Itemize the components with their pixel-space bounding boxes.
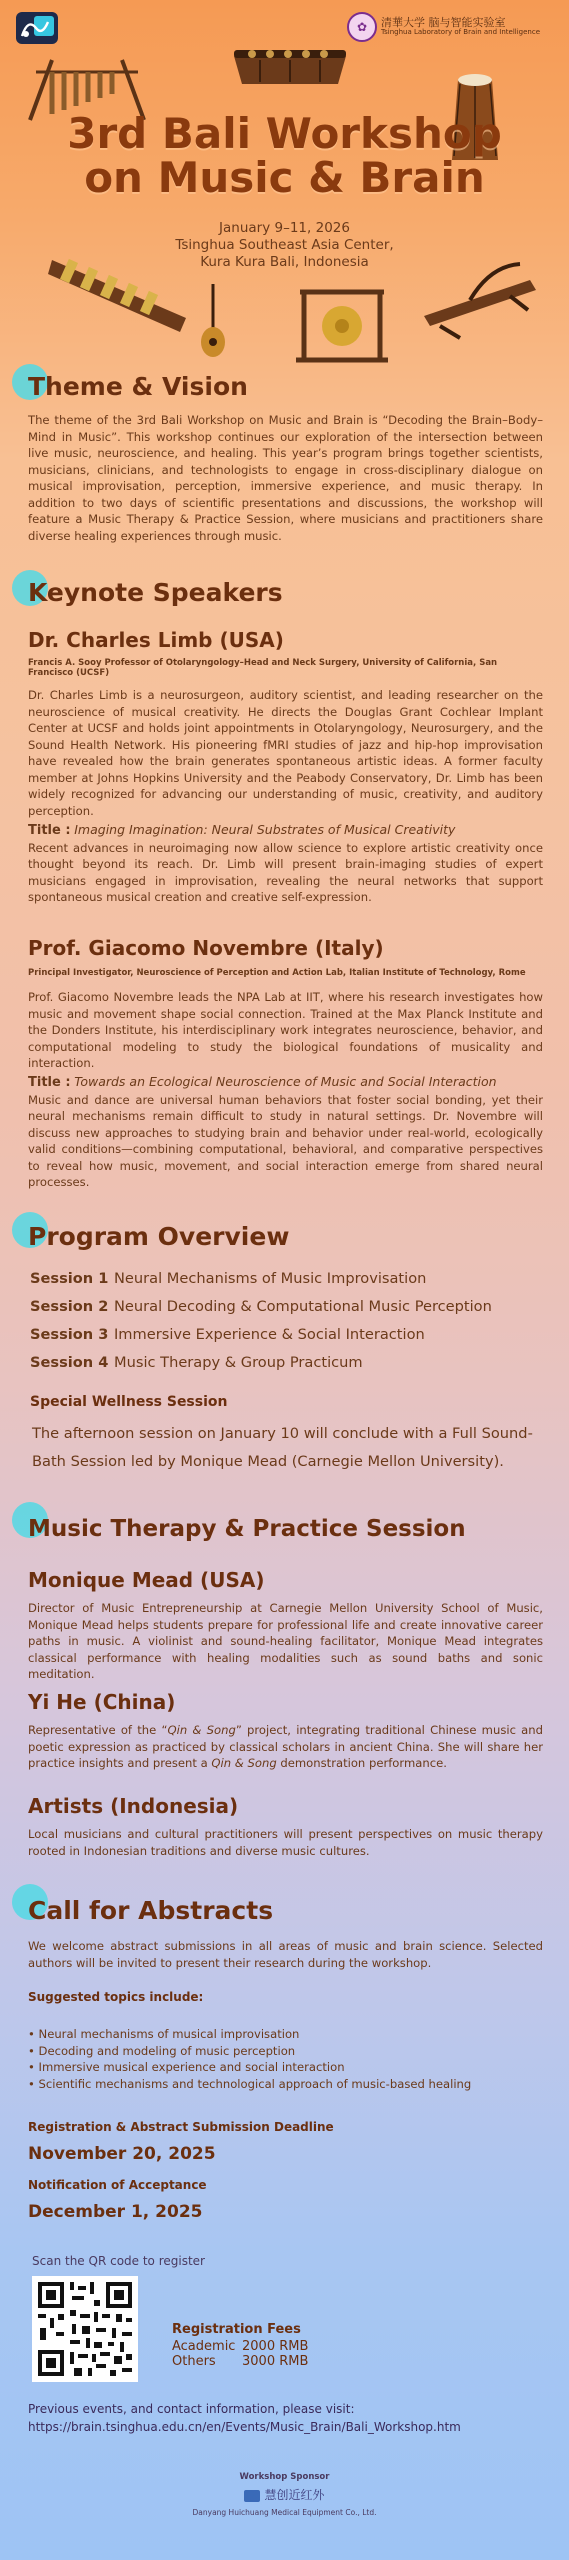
speaker-name: Prof. Giacomo Novembre (Italy)	[28, 936, 384, 960]
event-details	[0, 220, 569, 271]
practitioner-name: Monique Mead (USA)	[28, 1568, 265, 1592]
hero	[0, 0, 569, 360]
deadline-label: Registration & Abstract Submission Deadline	[28, 2120, 334, 2134]
fee-row: Academic 2000 RMB	[172, 2339, 309, 2354]
sponsor-logo-icon	[244, 2490, 260, 2502]
bonang-gong-chime-icon	[230, 44, 350, 88]
sponsor-name: Danyang Huichuang Medical Equipment Co., Ltd.	[192, 2508, 377, 2517]
fees-heading: Registration Fees	[172, 2322, 301, 2337]
session-item: Session 2 Neural Decoding & Computational Music Perception	[30, 1298, 492, 1315]
talk-abstract: Recent advances in neuroimaging now allow science to explore artistic creativity once thought beyond its reach. Dr. Limb will present brain-imaging studies of expert musicians engaged in improvisation, revealing the neural networks that support spontaneous musical creation and creative self-expression.	[28, 840, 543, 904]
practitioner-name: Yi He (China)	[28, 1690, 176, 1714]
wellness-text: The afternoon session on January 10 will conclude with a Full Sound-Bath Session led by Monique Mead (Carnegie Mellon University).	[32, 1425, 533, 1470]
practitioner-text: Representative of the “Qin & Song” project, integrating traditional Chinese music and poetic expression as practiced by classical scholars in ancient China. She will share her practice insights and present a Qin & Song demonstration performance.	[28, 1723, 543, 1770]
sponsor-label: Workshop Sponsor	[239, 2472, 330, 2482]
talk-title: Towards an Ecological Neuroscience of Music and Social Interaction	[74, 1074, 497, 1089]
title-line-1: 3rd Bali Workshop	[67, 109, 502, 158]
speaker-name: Dr. Charles Limb (USA)	[28, 628, 284, 652]
info-link[interactable]: https://brain.tsinghua.edu.cn/en/Events/Music_Brain/Bali_Workshop.htm	[28, 2420, 461, 2434]
registration-fees	[172, 2322, 372, 2369]
topic-item: • Decoding and modeling of music perception	[28, 2043, 296, 2058]
title-line-2: on Music & Brain	[84, 153, 485, 203]
talk-2	[28, 1074, 543, 1191]
practitioner-name: Artists (Indonesia)	[28, 1794, 239, 1818]
speaker-bio: Dr. Charles Limb is a neurosurgeon, auditory scientist, and leading researcher on the neuroscience of musical creativity. He directs the Douglas Grant Cochlear Implant Center at UCSF and holds joint appointments in Otolaryngology, Neurosurgery, and the Sound Health Network. His pioneering fMRI studies of jazz and hip-hop improvisation have revealed how the brain generates spontaneous artistic ideas. A former faculty member at Johns Hopkins University and the Peabody Conservatory, Dr. Limb has been widely recognized for advancing our understanding of music, creativity, and auditory perception.	[28, 688, 543, 818]
lab-name-en: Tsinghua Laboratory of Brain and Intelligence	[381, 28, 541, 37]
practitioner-yihe	[28, 1690, 543, 1772]
talk-abstract: Music and dance are universal human behaviors that foster social bonding, yet their neural mechanisms remain difficult to study in natural settings. Dr. Novembre will discuss new approaches to studying brain and behavior under real-world, ecologically valid conditions—combining computational, behavioral, and comparative perspectives to reveal how music, movement, and social interaction emerge from shared neural processes.	[28, 1092, 543, 1189]
talk-title: Imaging Imagination: Neural Substrates of Musical Creativity	[74, 822, 456, 837]
talk-title-label: Title :	[28, 1075, 71, 1090]
abstracts-heading: Call for Abstracts	[28, 1896, 274, 1925]
lute-instrument-icon	[196, 282, 230, 362]
theme-heading: Theme & Vision	[28, 372, 248, 401]
sponsor-logo: 慧创近红外	[0, 2486, 569, 2503]
practitioner-artists	[28, 1794, 543, 1859]
speaker-affiliation: Principal Investigator, Neuroscience of Perception and Action Lab, Italian Institute of Technology, Rome	[28, 968, 526, 978]
wellness-heading: Special Wellness Session	[30, 1394, 228, 1410]
practitioner-monique	[28, 1568, 543, 1683]
angklung-instrument-icon	[420, 260, 540, 340]
session-item: Session 4 Music Therapy & Group Practicum	[30, 1354, 363, 1371]
wellness-session	[30, 1394, 545, 1476]
talk-1	[28, 822, 543, 906]
practitioner-text: Local musicians and cultural practitioners will present perspectives on music therapy rooted in Indonesian traditions and diverse music cultures.	[28, 1827, 543, 1858]
topic-item: • Scientific mechanisms and technological approach of music-based healing	[28, 2076, 472, 2091]
tsinghua-lab-logo	[347, 12, 557, 42]
qr-label: Scan the QR code to register	[32, 2254, 205, 2268]
theme-text: The theme of the 3rd Bali Workshop on Music and Brain is “Decoding the Brain–Body–Mind in Music”. This workshop continues our exploration of the intersection between live music, neuroscience, and healing. This year’s program brings together scientists, musicians, clinicians, and technologists to engage in cross-disciplinary dialogue on musical improvisation, perception, immersive experience, and music therapy. In addition to two days of scientific presentations and discussions, the workshop will feature a Music Therapy & Practice Session, where musicians and practitioners share diverse healing experiences through music.	[28, 413, 543, 543]
topics-heading: Suggested topics include:	[28, 1990, 204, 2004]
session-list	[30, 1270, 545, 1382]
event-date: January 9–11, 2026	[219, 220, 350, 236]
keynote-heading: Keynote Speakers	[28, 578, 283, 607]
program-heading: Program Overview	[28, 1222, 290, 1251]
speaker-affiliation: Francis A. Sooy Professor of Otolaryngology–Head and Neck Surgery, University of California, San Francisco (UCSF)	[28, 658, 498, 678]
workshop-title	[0, 109, 569, 203]
keynote-speaker-1	[28, 628, 543, 819]
workshop-logo-icon	[14, 10, 60, 46]
session-item: Session 1 Neural Mechanisms of Music Improvisation	[30, 1270, 427, 1287]
info-text: Previous events, and contact information, please visit:	[28, 2402, 355, 2416]
practitioner-text: Director of Music Entrepreneurship at Carnegie Mellon University School of Music, Monique Mead helps students prepare for professional life and create innovative career paths in music. A violinist and sound-healing facilitator, Monique Mead integrates classical performance with healing modalities such as sound baths and sonic meditation.	[28, 1601, 543, 1681]
event-venue-line-1: Tsinghua Southeast Asia Center,	[175, 237, 394, 253]
speaker-bio: Prof. Giacomo Novembre leads the NPA Lab at IIT, where his research investigates how music and movement shape social connection. Trained at the Max Planck Institute and the Donders Institute, his interdisciplinary work integrates neuroscience, behavior, and computational modeling to study the biological foundations of musicality and interaction.	[28, 990, 543, 1070]
session-item: Session 3 Immersive Experience & Social Interaction	[30, 1326, 425, 1343]
talk-title-label: Title :	[28, 823, 71, 838]
abstracts-intro: We welcome abstract submissions in all areas of music and brain science. Selected authors will be invited to present their research during the workshop.	[28, 1939, 543, 1970]
topics-list	[28, 2026, 543, 2092]
fee-row: Others 3000 RMB	[172, 2354, 309, 2369]
notification-label: Notification of Acceptance	[28, 2178, 207, 2192]
registration-qr-code[interactable]	[32, 2276, 138, 2382]
lab-name-cn: 清華大学 脑与智能实验室	[381, 16, 506, 30]
topic-item: • Neural mechanisms of musical improvisation	[28, 2027, 300, 2041]
deadline-date: November 20, 2025	[28, 2144, 216, 2164]
event-venue-line-2: Kura Kura Bali, Indonesia	[200, 254, 369, 270]
university-seal-icon: ✿	[347, 12, 377, 42]
topic-item: • Immersive musical experience and social interaction	[28, 2060, 345, 2074]
gong-instrument-icon	[292, 286, 392, 366]
therapy-heading: Music Therapy & Practice Session	[28, 1516, 466, 1542]
keynote-speaker-2	[28, 936, 543, 1072]
notification-date: December 1, 2025	[28, 2202, 203, 2222]
